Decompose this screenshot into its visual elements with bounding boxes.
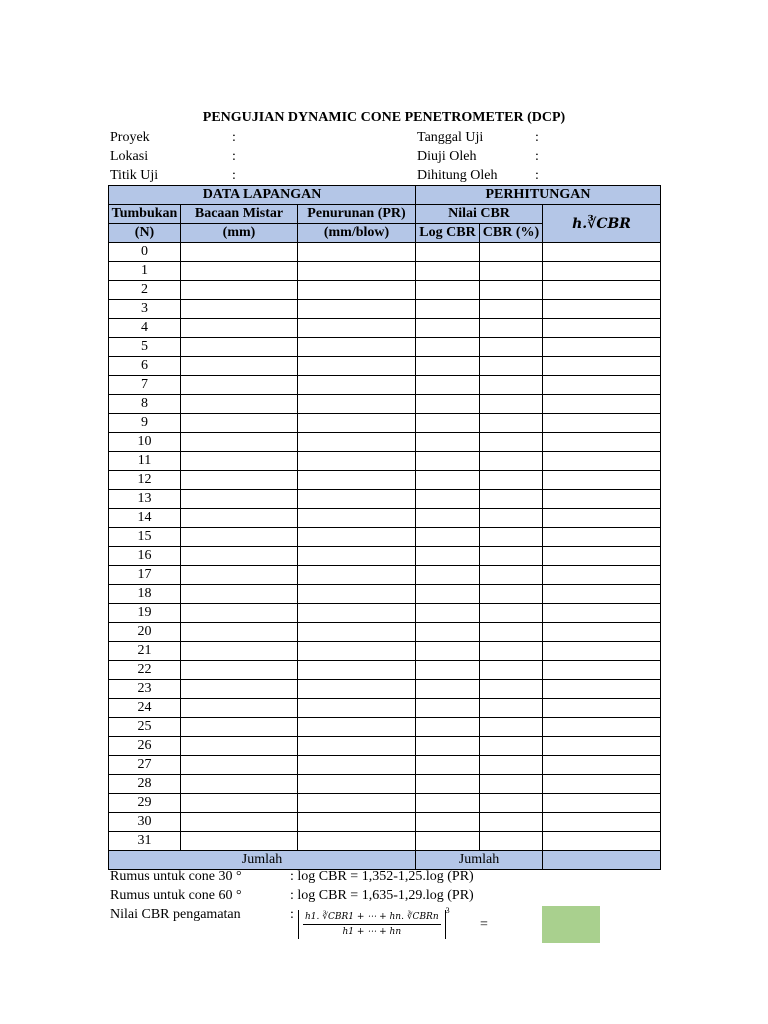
- bacaan-cell[interactable]: [181, 338, 298, 357]
- cbr-result-cell[interactable]: [542, 906, 600, 943]
- cbr-pct-cell[interactable]: [480, 376, 543, 395]
- h-cbr-cell[interactable]: [543, 737, 661, 756]
- h-cbr-cell[interactable]: [543, 509, 661, 528]
- col-unit-bacaan: (mm): [181, 224, 298, 243]
- log-cbr-cell[interactable]: [416, 832, 480, 851]
- log-cbr-cell[interactable]: [416, 756, 480, 775]
- penurunan-cell[interactable]: [298, 509, 416, 528]
- col-header-h-cbr: h.∛CBR: [543, 205, 661, 243]
- tumbukan-cell: 4: [109, 319, 181, 338]
- col-unit-tumbukan: (N): [109, 224, 181, 243]
- dcp-table: [108, 185, 661, 870]
- tumbukan-cell: 22: [109, 661, 181, 680]
- table-row: [109, 376, 661, 395]
- h-cbr-cell[interactable]: [543, 832, 661, 851]
- h-cbr-cell[interactable]: [543, 547, 661, 566]
- log-cbr-cell[interactable]: [416, 813, 480, 832]
- info-left: [110, 128, 410, 185]
- table-row: [109, 794, 661, 813]
- footer-jumlah-right: Jumlah: [416, 851, 543, 870]
- log-cbr-cell[interactable]: [416, 585, 480, 604]
- tumbukan-cell: 12: [109, 471, 181, 490]
- cbr-pct-cell[interactable]: [480, 300, 543, 319]
- log-cbr-cell[interactable]: [416, 433, 480, 452]
- cbr-pct-cell[interactable]: [480, 832, 543, 851]
- h-cbr-cell[interactable]: [543, 395, 661, 414]
- log-cbr-cell[interactable]: [416, 243, 480, 262]
- table-row: [109, 623, 661, 642]
- penurunan-cell[interactable]: [298, 813, 416, 832]
- cbr-pct-cell[interactable]: [480, 528, 543, 547]
- penurunan-cell[interactable]: [298, 661, 416, 680]
- h-cbr-cell[interactable]: [543, 414, 661, 433]
- info-label: Tanggal Uji: [417, 130, 484, 145]
- penurunan-cell[interactable]: [298, 699, 416, 718]
- log-cbr-cell[interactable]: [416, 509, 480, 528]
- bacaan-cell[interactable]: [181, 471, 298, 490]
- table-row: [109, 756, 661, 775]
- table-row: [109, 357, 661, 376]
- penurunan-cell[interactable]: [298, 756, 416, 775]
- tumbukan-cell: 9: [109, 414, 181, 433]
- table-row: [109, 300, 661, 319]
- equals-sign: =: [480, 917, 488, 932]
- penurunan-cell[interactable]: [298, 775, 416, 794]
- bacaan-cell[interactable]: [181, 414, 298, 433]
- table-row: [109, 813, 661, 832]
- tumbukan-cell: 23: [109, 680, 181, 699]
- h-cbr-cell[interactable]: [543, 357, 661, 376]
- cbr-pct-cell[interactable]: [480, 490, 543, 509]
- table-row: [109, 509, 661, 528]
- cbr-pct-cell[interactable]: [480, 262, 543, 281]
- log-cbr-cell[interactable]: [416, 490, 480, 509]
- h-cbr-cell[interactable]: [543, 566, 661, 585]
- bacaan-cell[interactable]: [181, 699, 298, 718]
- cone60-formula: : log CBR = 1,635-1,29.log (PR): [290, 888, 474, 903]
- penurunan-cell[interactable]: [298, 623, 416, 642]
- cbr-pct-cell[interactable]: [480, 433, 543, 452]
- info-label: Dihitung Oleh: [417, 168, 498, 183]
- tumbukan-cell: 13: [109, 490, 181, 509]
- cbr-pct-cell[interactable]: [480, 471, 543, 490]
- tumbukan-cell: 3: [109, 300, 181, 319]
- tumbukan-cell: 28: [109, 775, 181, 794]
- tumbukan-cell: 25: [109, 718, 181, 737]
- tumbukan-cell: 8: [109, 395, 181, 414]
- col-header-penurunan: Penurunan (PR): [298, 205, 416, 224]
- h-cbr-cell[interactable]: [543, 243, 661, 262]
- tumbukan-cell: 2: [109, 281, 181, 300]
- penurunan-cell[interactable]: [298, 414, 416, 433]
- h-cbr-cell[interactable]: [543, 699, 661, 718]
- cbr-pct-cell[interactable]: [480, 718, 543, 737]
- penurunan-cell[interactable]: [298, 395, 416, 414]
- penurunan-cell[interactable]: [298, 281, 416, 300]
- bacaan-cell[interactable]: [181, 642, 298, 661]
- bacaan-cell[interactable]: [181, 680, 298, 699]
- tumbukan-cell: 29: [109, 794, 181, 813]
- log-cbr-cell[interactable]: [416, 300, 480, 319]
- log-cbr-cell[interactable]: [416, 737, 480, 756]
- penurunan-cell[interactable]: [298, 566, 416, 585]
- bacaan-cell[interactable]: [181, 357, 298, 376]
- log-cbr-cell[interactable]: [416, 338, 480, 357]
- log-cbr-cell[interactable]: [416, 680, 480, 699]
- h-cbr-cell[interactable]: [543, 718, 661, 737]
- bacaan-cell[interactable]: [181, 756, 298, 775]
- bacaan-cell[interactable]: [181, 490, 298, 509]
- bacaan-cell[interactable]: [181, 585, 298, 604]
- table-row: [109, 452, 661, 471]
- cbr-pct-cell[interactable]: [480, 243, 543, 262]
- penurunan-cell[interactable]: [298, 452, 416, 471]
- bacaan-cell[interactable]: [181, 604, 298, 623]
- h-cbr-cell[interactable]: [543, 775, 661, 794]
- table-row: [109, 661, 661, 680]
- log-cbr-cell[interactable]: [416, 661, 480, 680]
- penurunan-cell[interactable]: [298, 604, 416, 623]
- fraction-denominator: h1 + ⋯ + hn: [342, 927, 402, 937]
- bacaan-cell[interactable]: [181, 718, 298, 737]
- bacaan-cell[interactable]: [181, 262, 298, 281]
- tumbukan-cell: 5: [109, 338, 181, 357]
- tumbukan-cell: 10: [109, 433, 181, 452]
- h-cbr-cell[interactable]: [543, 300, 661, 319]
- cbr-pct-cell[interactable]: [480, 319, 543, 338]
- cbr-formula-fraction: [298, 906, 450, 939]
- table-row: [109, 281, 661, 300]
- cbr-pct-cell[interactable]: [480, 509, 543, 528]
- info-label: Diuji Oleh: [417, 149, 477, 164]
- bacaan-cell[interactable]: [181, 661, 298, 680]
- cbr-pct-cell[interactable]: [480, 699, 543, 718]
- penurunan-cell[interactable]: [298, 585, 416, 604]
- h-cbr-cell[interactable]: [543, 680, 661, 699]
- cbr-pct-cell[interactable]: [480, 661, 543, 680]
- h-cbr-cell[interactable]: [543, 471, 661, 490]
- info-colon: :: [535, 149, 539, 164]
- penurunan-cell[interactable]: [298, 737, 416, 756]
- log-cbr-cell[interactable]: [416, 281, 480, 300]
- log-cbr-cell[interactable]: [416, 547, 480, 566]
- h-cbr-cell[interactable]: [543, 376, 661, 395]
- cbr-pct-cell[interactable]: [480, 414, 543, 433]
- bacaan-cell[interactable]: [181, 737, 298, 756]
- table-row: [109, 490, 661, 509]
- h-cbr-cell[interactable]: [543, 262, 661, 281]
- h-cbr-cell[interactable]: [543, 604, 661, 623]
- cbr-pct-cell[interactable]: [480, 813, 543, 832]
- tumbukan-cell: 16: [109, 547, 181, 566]
- col-header-log-cbr: Log CBR: [416, 224, 480, 243]
- penurunan-cell[interactable]: [298, 718, 416, 737]
- h-cbr-cell[interactable]: [543, 813, 661, 832]
- tumbukan-cell: 19: [109, 604, 181, 623]
- fraction-exponent: 3: [445, 906, 450, 915]
- tumbukan-cell: 6: [109, 357, 181, 376]
- h-cbr-cell[interactable]: [543, 756, 661, 775]
- bacaan-cell[interactable]: [181, 566, 298, 585]
- h-cbr-cell[interactable]: [543, 433, 661, 452]
- cone30-formula: : log CBR = 1,352-1,25.log (PR): [290, 869, 474, 884]
- tumbukan-cell: 27: [109, 756, 181, 775]
- bacaan-cell[interactable]: [181, 319, 298, 338]
- bacaan-cell[interactable]: [181, 433, 298, 452]
- h-cbr-cell[interactable]: [543, 794, 661, 813]
- col-header-cbr-pct: CBR (%): [480, 224, 543, 243]
- tumbukan-cell: 30: [109, 813, 181, 832]
- group-header-perhitungan: PERHITUNGAN: [416, 186, 661, 205]
- tumbukan-cell: 1: [109, 262, 181, 281]
- cbr-pct-cell[interactable]: [480, 775, 543, 794]
- table-row: [109, 718, 661, 737]
- footer-jumlah-left: Jumlah: [109, 851, 416, 870]
- h-cbr-cell[interactable]: [543, 338, 661, 357]
- cone30-label: Rumus untuk cone 30 °: [110, 869, 242, 884]
- tumbukan-cell: 11: [109, 452, 181, 471]
- cbr-pct-cell[interactable]: [480, 642, 543, 661]
- cbr-pct-cell[interactable]: [480, 604, 543, 623]
- cbr-pct-cell[interactable]: [480, 680, 543, 699]
- bacaan-cell[interactable]: [181, 775, 298, 794]
- h-cbr-cell[interactable]: [543, 452, 661, 471]
- tumbukan-cell: 24: [109, 699, 181, 718]
- tumbukan-cell: 21: [109, 642, 181, 661]
- penurunan-cell[interactable]: [298, 547, 416, 566]
- penurunan-cell[interactable]: [298, 490, 416, 509]
- table-row: [109, 585, 661, 604]
- h-cbr-cell[interactable]: [543, 642, 661, 661]
- info-colon: :: [232, 149, 236, 164]
- cbr-pct-cell[interactable]: [480, 547, 543, 566]
- h-cbr-cell[interactable]: [543, 528, 661, 547]
- table-row: [109, 338, 661, 357]
- cbr-pct-cell[interactable]: [480, 452, 543, 471]
- log-cbr-cell[interactable]: [416, 604, 480, 623]
- log-cbr-cell[interactable]: [416, 642, 480, 661]
- table-row: [109, 547, 661, 566]
- penurunan-cell[interactable]: [298, 794, 416, 813]
- table-row: [109, 566, 661, 585]
- tumbukan-cell: 0: [109, 243, 181, 262]
- table-row: [109, 414, 661, 433]
- table-row: [109, 737, 661, 756]
- tumbukan-cell: 15: [109, 528, 181, 547]
- info-colon: :: [232, 168, 236, 183]
- penurunan-cell[interactable]: [298, 243, 416, 262]
- log-cbr-cell[interactable]: [416, 566, 480, 585]
- penurunan-cell[interactable]: [298, 528, 416, 547]
- cbr-pct-cell[interactable]: [480, 395, 543, 414]
- table-row: [109, 433, 661, 452]
- page-title: PENGUJIAN DYNAMIC CONE PENETROMETER (DCP): [202, 110, 566, 125]
- log-cbr-cell[interactable]: [416, 718, 480, 737]
- bacaan-cell[interactable]: [181, 813, 298, 832]
- bacaan-cell[interactable]: [181, 300, 298, 319]
- penurunan-cell[interactable]: [298, 300, 416, 319]
- log-cbr-cell[interactable]: [416, 452, 480, 471]
- h-cbr-cell[interactable]: [543, 281, 661, 300]
- log-cbr-cell[interactable]: [416, 775, 480, 794]
- h-cbr-cell[interactable]: [543, 661, 661, 680]
- tumbukan-cell: 17: [109, 566, 181, 585]
- cbr-pct-cell[interactable]: [480, 585, 543, 604]
- col-header-bacaan: Bacaan Mistar: [181, 205, 298, 224]
- log-cbr-cell[interactable]: [416, 528, 480, 547]
- nilai-cbr-label: Nilai CBR pengamatan: [110, 907, 241, 922]
- log-cbr-cell[interactable]: [416, 471, 480, 490]
- h-cbr-cell[interactable]: [543, 490, 661, 509]
- log-cbr-cell[interactable]: [416, 357, 480, 376]
- cone60-label: Rumus untuk cone 60 °: [110, 888, 242, 903]
- bacaan-cell[interactable]: [181, 794, 298, 813]
- log-cbr-cell[interactable]: [416, 414, 480, 433]
- nilai-cbr-colon: :: [290, 907, 294, 922]
- tumbukan-cell: 20: [109, 623, 181, 642]
- tumbukan-cell: 18: [109, 585, 181, 604]
- log-cbr-cell[interactable]: [416, 376, 480, 395]
- col-header-tumbukan: Tumbukan: [109, 205, 181, 224]
- penurunan-cell[interactable]: [298, 832, 416, 851]
- tumbukan-cell: 7: [109, 376, 181, 395]
- table-row: [109, 395, 661, 414]
- table-row: [109, 699, 661, 718]
- col-unit-penurunan: (mm/blow): [298, 224, 416, 243]
- table-row: [109, 528, 661, 547]
- col-header-nilai-cbr: Nilai CBR: [416, 205, 543, 224]
- table-row: [109, 262, 661, 281]
- cbr-pct-cell[interactable]: [480, 756, 543, 775]
- cbr-pct-cell[interactable]: [480, 566, 543, 585]
- cbr-pct-cell[interactable]: [480, 281, 543, 300]
- info-colon: :: [535, 168, 539, 183]
- table-row: [109, 680, 661, 699]
- info-label: Proyek: [110, 130, 150, 145]
- table-body: [109, 243, 661, 851]
- table-row: [109, 319, 661, 338]
- cbr-pct-cell[interactable]: [480, 623, 543, 642]
- log-cbr-cell[interactable]: [416, 319, 480, 338]
- log-cbr-cell[interactable]: [416, 395, 480, 414]
- cbr-pct-cell[interactable]: [480, 338, 543, 357]
- bacaan-cell[interactable]: [181, 452, 298, 471]
- penurunan-cell[interactable]: [298, 262, 416, 281]
- info-right: [417, 128, 657, 185]
- bacaan-cell[interactable]: [181, 376, 298, 395]
- table-row: [109, 775, 661, 794]
- penurunan-cell[interactable]: [298, 338, 416, 357]
- info-colon: :: [535, 130, 539, 145]
- h-cbr-cell[interactable]: [543, 623, 661, 642]
- penurunan-cell[interactable]: [298, 376, 416, 395]
- cbr-pct-cell[interactable]: [480, 737, 543, 756]
- penurunan-cell[interactable]: [298, 680, 416, 699]
- bacaan-cell[interactable]: [181, 547, 298, 566]
- table-row: [109, 604, 661, 623]
- tumbukan-cell: 14: [109, 509, 181, 528]
- penurunan-cell[interactable]: [298, 319, 416, 338]
- penurunan-cell[interactable]: [298, 433, 416, 452]
- bacaan-cell[interactable]: [181, 832, 298, 851]
- h-cbr-cell[interactable]: [543, 319, 661, 338]
- log-cbr-cell[interactable]: [416, 794, 480, 813]
- table-row: [109, 642, 661, 661]
- table-row: [109, 243, 661, 262]
- info-label: Lokasi: [110, 149, 149, 164]
- cbr-pct-cell[interactable]: [480, 357, 543, 376]
- log-cbr-cell[interactable]: [416, 623, 480, 642]
- bacaan-cell[interactable]: [181, 528, 298, 547]
- table-row: [109, 832, 661, 851]
- bacaan-cell[interactable]: [181, 509, 298, 528]
- log-cbr-cell[interactable]: [416, 262, 480, 281]
- h-cbr-cell[interactable]: [543, 585, 661, 604]
- bacaan-cell[interactable]: [181, 281, 298, 300]
- cbr-pct-cell[interactable]: [480, 794, 543, 813]
- bacaan-cell[interactable]: [181, 243, 298, 262]
- info-label: Titik Uji: [110, 168, 159, 183]
- tumbukan-cell: 31: [109, 832, 181, 851]
- tumbukan-cell: 26: [109, 737, 181, 756]
- log-cbr-cell[interactable]: [416, 699, 480, 718]
- bacaan-cell[interactable]: [181, 623, 298, 642]
- penurunan-cell[interactable]: [298, 471, 416, 490]
- fraction-numerator: h1. ∛CBR1 + ⋯ + hn. ∛CBRn: [303, 912, 441, 925]
- penurunan-cell[interactable]: [298, 357, 416, 376]
- footer-total-cell[interactable]: [543, 851, 661, 870]
- penurunan-cell[interactable]: [298, 642, 416, 661]
- table-row: [109, 471, 661, 490]
- group-header-data-lapangan: DATA LAPANGAN: [109, 186, 416, 205]
- info-colon: :: [232, 130, 236, 145]
- bacaan-cell[interactable]: [181, 395, 298, 414]
